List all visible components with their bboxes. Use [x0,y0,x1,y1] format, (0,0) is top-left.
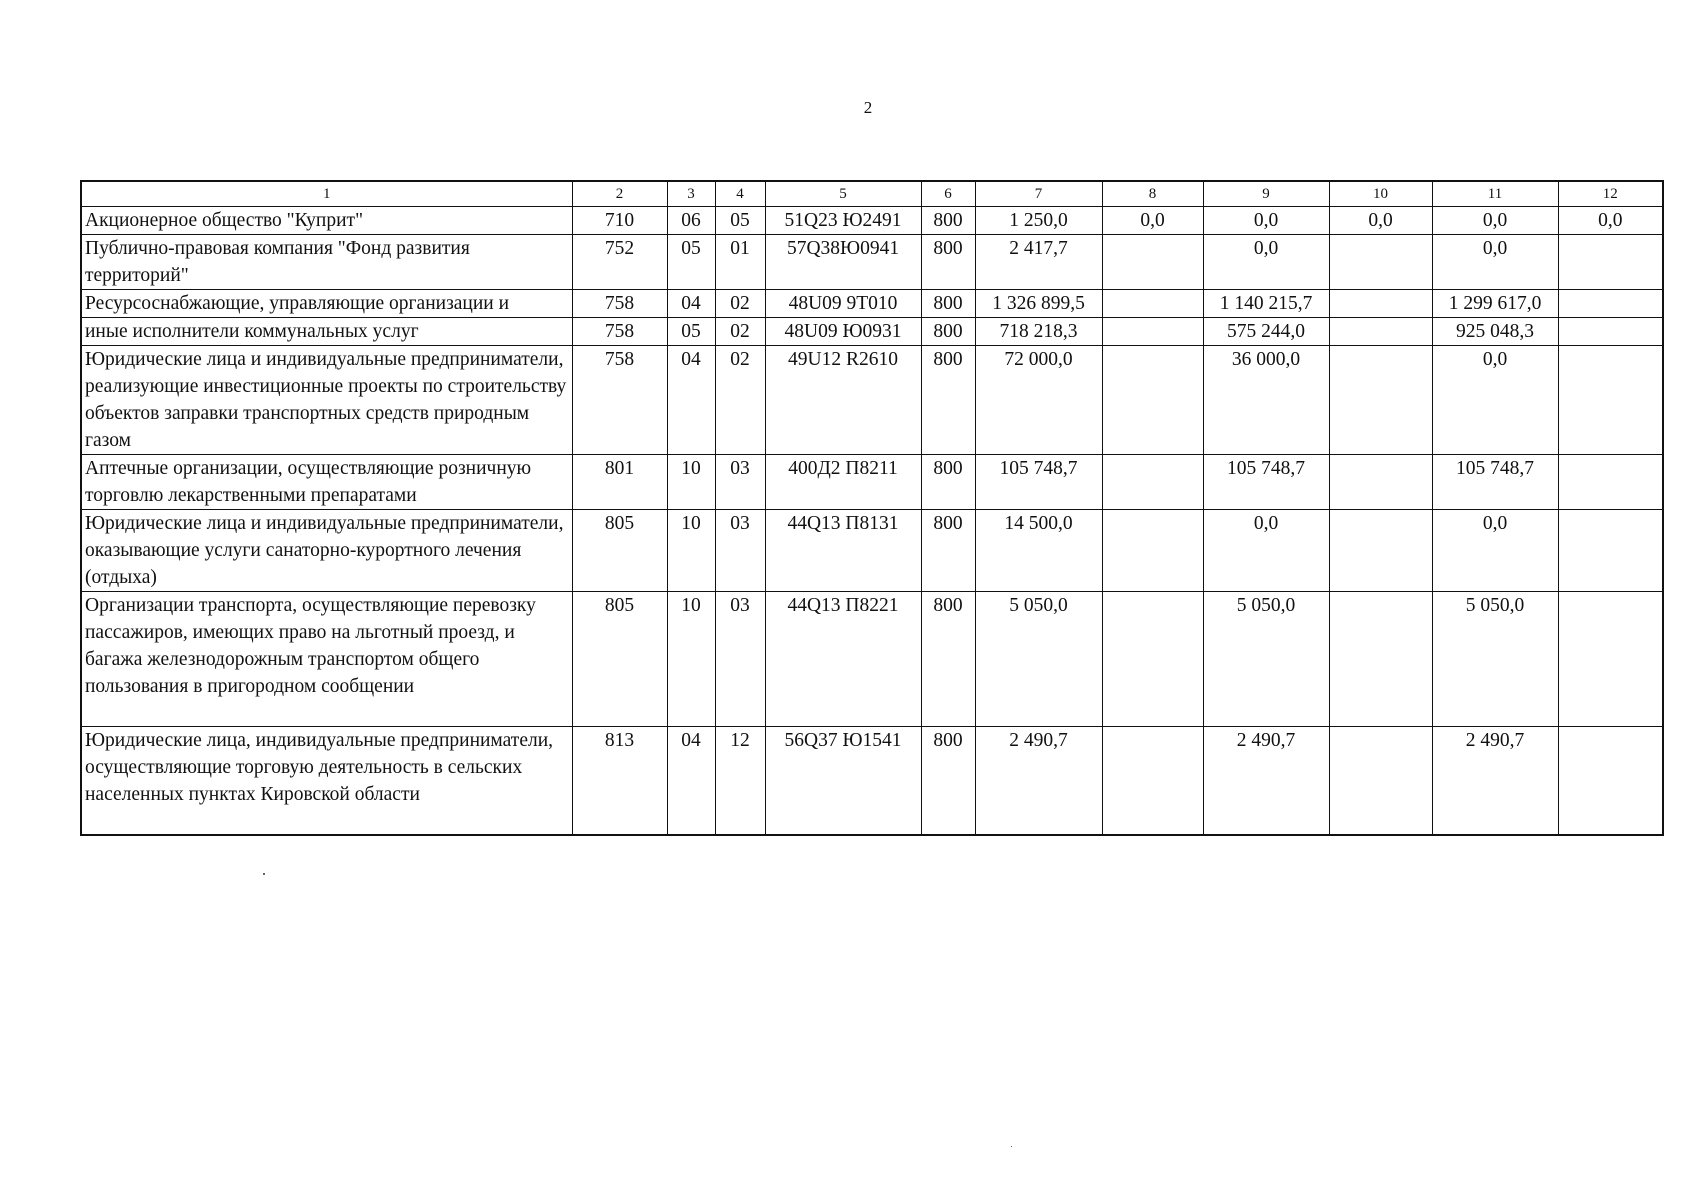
column-header: 5 [765,181,921,207]
table-cell: 0,0 [1102,207,1203,235]
table-row [81,207,1663,235]
recipient-name-cell: иные исполнители коммунальных услуг [81,318,572,346]
table-cell: 04 [667,290,715,318]
table-cell: 01 [715,235,765,290]
table-cell [1329,510,1432,592]
table-cell: 575 244,0 [1203,318,1329,346]
table-cell: 0,0 [1329,207,1432,235]
table-cell [1102,346,1203,455]
table-cell: 48U09 9Т010 [765,290,921,318]
table-cell: 800 [921,235,975,290]
table-cell: 04 [667,727,715,835]
table-cell: 5 050,0 [975,592,1102,727]
budget-table [80,180,1664,836]
table-row [81,290,1663,318]
table-cell: 758 [572,290,667,318]
table-cell [1102,455,1203,510]
table-row [81,235,1663,290]
table-cell: 105 748,7 [1432,455,1558,510]
table-cell: 49U12 R2610 [765,346,921,455]
table-cell: 805 [572,510,667,592]
table-cell: 800 [921,592,975,727]
page-number: 2 [863,98,873,117]
table-cell: 48U09 Ю0931 [765,318,921,346]
table-cell: 1 326 899,5 [975,290,1102,318]
column-header: 6 [921,181,975,207]
table-cell [1329,235,1432,290]
recipient-name-cell: Организации транспорта, осуществляющие перевозку пассажиров, имеющих право на льготный проезд, и багажа железнодорожным транспортом общего пользования в пригородном сообщении [81,592,572,727]
recipient-name-cell: Ресурсоснабжающие, управляющие организации и [81,290,572,318]
table-cell: 10 [667,510,715,592]
table-cell [1558,455,1663,510]
table-cell: 1 140 215,7 [1203,290,1329,318]
table-row [81,318,1663,346]
table-cell: 56Q37 Ю1541 [765,727,921,835]
table-cell [1558,592,1663,727]
table-cell [1102,290,1203,318]
table-cell: 0,0 [1432,346,1558,455]
table-cell: 0,0 [1203,235,1329,290]
table-cell [1102,235,1203,290]
table-cell [1102,510,1203,592]
column-header: 1 [81,181,572,207]
table-cell: 04 [667,346,715,455]
table-cell: 02 [715,346,765,455]
table-cell: 800 [921,727,975,835]
table-cell: 10 [667,592,715,727]
table-cell: 06 [667,207,715,235]
table-cell: 03 [715,510,765,592]
column-header: 3 [667,181,715,207]
table-header-row [81,181,1663,207]
table-cell: 02 [715,290,765,318]
table-cell: 03 [715,592,765,727]
table-cell: 5 050,0 [1432,592,1558,727]
table-row [81,455,1663,510]
table-cell [1102,318,1203,346]
table-cell [1329,346,1432,455]
table-cell: 805 [572,592,667,727]
table-cell: 44Q13 П8221 [765,592,921,727]
column-header: 9 [1203,181,1329,207]
table-cell: 05 [667,318,715,346]
table-cell: 51Q23 Ю2491 [765,207,921,235]
table-cell: 10 [667,455,715,510]
table-cell [1102,727,1203,835]
table-cell: 0,0 [1203,510,1329,592]
table-cell [1329,592,1432,727]
table-row [81,727,1663,835]
table-cell: 758 [572,346,667,455]
table-cell: 758 [572,318,667,346]
table-cell: 800 [921,346,975,455]
table-cell: 02 [715,318,765,346]
table-cell [1329,290,1432,318]
table-cell: 105 748,7 [1203,455,1329,510]
column-header: 8 [1102,181,1203,207]
table-cell: 800 [921,455,975,510]
table-cell [1558,290,1663,318]
recipient-name-cell: Акционерное общество "Куприт" [81,207,572,235]
table-cell: 1 299 617,0 [1432,290,1558,318]
table-cell: 105 748,7 [975,455,1102,510]
recipient-name-cell: Публично-правовая компания "Фонд развития территорий" [81,235,572,290]
table-cell: 800 [921,318,975,346]
table-cell: 5 050,0 [1203,592,1329,727]
table-cell: 800 [921,207,975,235]
table-cell [1558,318,1663,346]
table-cell: 05 [715,207,765,235]
table-cell: 44Q13 П8131 [765,510,921,592]
table-cell: 0,0 [1432,510,1558,592]
table-cell: 2 490,7 [1203,727,1329,835]
table-cell [1558,510,1663,592]
table-cell: 813 [572,727,667,835]
column-header: 2 [572,181,667,207]
column-header: 12 [1558,181,1663,207]
table-cell: 14 500,0 [975,510,1102,592]
recipient-name-cell: Юридические лица и индивидуальные предприниматели, реализующие инвестиционные проекты по строительству объектов заправки транспортных средств природным газом [81,346,572,455]
table-cell: 0,0 [1203,207,1329,235]
table-cell: 752 [572,235,667,290]
recipient-name-cell: Юридические лица и индивидуальные предприниматели, оказывающие услуги санаторно-курортного лечения (отдыха) [81,510,572,592]
table-cell [1558,235,1663,290]
table-cell: 12 [715,727,765,835]
table-cell: 0,0 [1432,235,1558,290]
scan-speck [1011,1146,1012,1147]
table-row [81,346,1663,455]
table-cell [1329,727,1432,835]
table-cell: 03 [715,455,765,510]
scan-speck [263,873,265,875]
table-cell: 925 048,3 [1432,318,1558,346]
table-cell: 2 417,7 [975,235,1102,290]
table-cell [1558,727,1663,835]
table-cell: 801 [572,455,667,510]
table-cell: 72 000,0 [975,346,1102,455]
table-cell [1329,318,1432,346]
column-header: 10 [1329,181,1432,207]
table-cell: 710 [572,207,667,235]
recipient-name-cell: Аптечные организации, осуществляющие розничную торговлю лекарственными препаратами [81,455,572,510]
table-cell: 800 [921,290,975,318]
column-header: 11 [1432,181,1558,207]
table-cell: 400Д2 П8211 [765,455,921,510]
table-row [81,510,1663,592]
table-cell: 0,0 [1558,207,1663,235]
table-cell: 718 218,3 [975,318,1102,346]
table-cell: 2 490,7 [1432,727,1558,835]
table-cell: 800 [921,510,975,592]
table-cell [1102,592,1203,727]
table-cell: 57Q38Ю0941 [765,235,921,290]
table-row [81,592,1663,727]
recipient-name-cell: Юридические лица, индивидуальные предприниматели, осуществляющие торговую деятельность в сельских населенных пунктах Кировской области [81,727,572,835]
column-header: 4 [715,181,765,207]
column-header: 7 [975,181,1102,207]
table-cell: 2 490,7 [975,727,1102,835]
table-cell: 1 250,0 [975,207,1102,235]
table-cell: 36 000,0 [1203,346,1329,455]
table-cell: 05 [667,235,715,290]
table-cell [1558,346,1663,455]
table-cell: 0,0 [1432,207,1558,235]
table-cell [1329,455,1432,510]
